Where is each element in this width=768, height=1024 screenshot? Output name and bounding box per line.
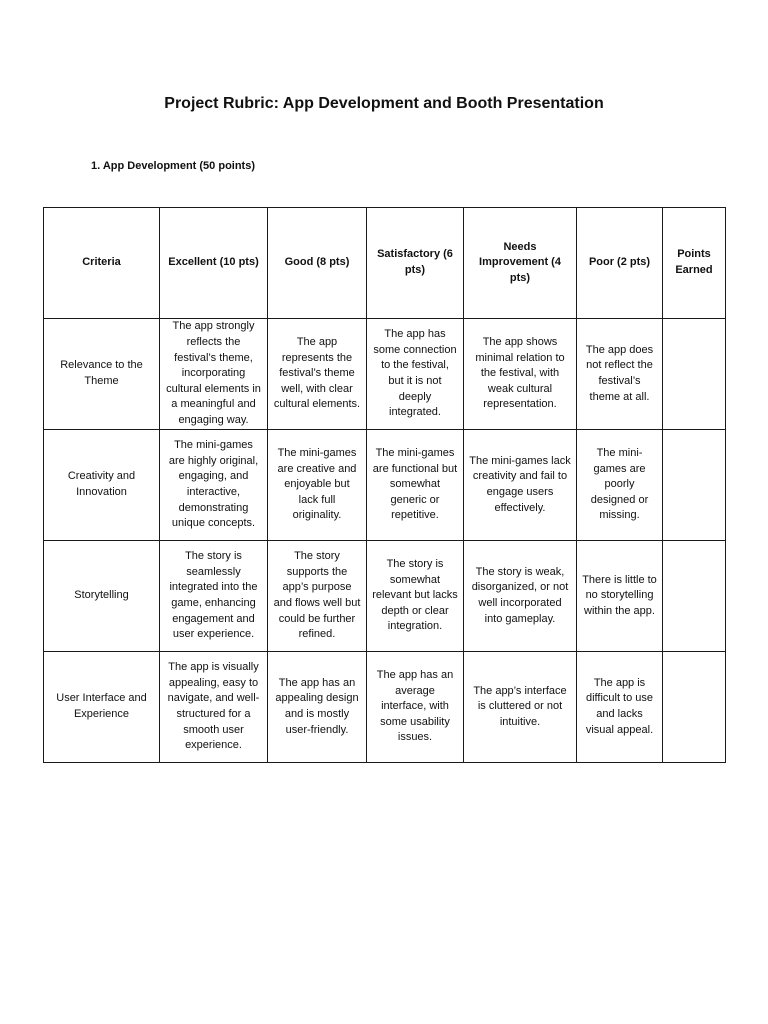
criteria-cell: Relevance to the Theme	[44, 319, 160, 430]
satisfactory-cell: The app has some connection to the festival, but it is not deeply integrated.	[367, 319, 464, 430]
points-earned-cell[interactable]	[663, 430, 726, 541]
good-cell: The app represents the festival’s theme well, with clear cultural elements.	[268, 319, 367, 430]
good-cell: The app has an appealing design and is mostly user-friendly.	[268, 652, 367, 763]
header-criteria: Criteria	[44, 208, 160, 319]
table-row	[44, 430, 726, 541]
good-cell: The story supports the app’s purpose and flows well but could be further refined.	[268, 541, 367, 652]
header-needs-improvement: Needs Improvement (4 pts)	[464, 208, 577, 319]
poor-cell: The app does not reflect the festival’s theme at all.	[577, 319, 663, 430]
header-poor: Poor (2 pts)	[577, 208, 663, 319]
criteria-cell: Creativity and Innovation	[44, 430, 160, 541]
section-heading: 1. App Development (50 points)	[91, 160, 256, 172]
document-title: Project Rubric: App Development and Booth Presentation	[164, 95, 604, 112]
excellent-cell: The mini-games are highly original, engaging, and interactive, demonstrating unique concepts.	[160, 430, 268, 541]
criteria-cell: User Interface and Experience	[44, 652, 160, 763]
excellent-cell: The app is visually appealing, easy to navigate, and well-structured for a smooth user experience.	[160, 652, 268, 763]
table-row	[44, 319, 726, 430]
needs-improvement-cell: The mini-games lack creativity and fail to engage users effectively.	[464, 430, 577, 541]
header-satisfactory: Satisfactory (6 pts)	[367, 208, 464, 319]
poor-cell: There is little to no storytelling within the app.	[577, 541, 663, 652]
header-good: Good (8 pts)	[268, 208, 367, 319]
table-row	[44, 652, 726, 763]
table-header-row	[44, 208, 726, 319]
header-points-earned: Points Earned	[663, 208, 726, 319]
good-cell: The mini-games are creative and enjoyable but lack full originality.	[268, 430, 367, 541]
poor-cell: The app is difficult to use and lacks visual appeal.	[577, 652, 663, 763]
header-excellent: Excellent (10 pts)	[160, 208, 268, 319]
points-earned-cell[interactable]	[663, 541, 726, 652]
excellent-cell: The story is seamlessly integrated into the game, enhancing engagement and user experience.	[160, 541, 268, 652]
rubric-table	[43, 207, 726, 763]
excellent-cell: The app strongly reflects the festival’s theme, incorporating cultural elements in a meaningful and engaging way.	[160, 319, 268, 430]
needs-improvement-cell: The story is weak, disorganized, or not well incorporated into gameplay.	[464, 541, 577, 652]
points-earned-cell[interactable]	[663, 319, 726, 430]
satisfactory-cell: The story is somewhat relevant but lacks depth or clear integration.	[367, 541, 464, 652]
needs-improvement-cell: The app shows minimal relation to the festival, with weak cultural representation.	[464, 319, 577, 430]
criteria-cell: Storytelling	[44, 541, 160, 652]
needs-improvement-cell: The app’s interface is cluttered or not intuitive.	[464, 652, 577, 763]
poor-cell: The mini-games are poorly designed or missing.	[577, 430, 663, 541]
satisfactory-cell: The app has an average interface, with some usability issues.	[367, 652, 464, 763]
table-row	[44, 541, 726, 652]
satisfactory-cell: The mini-games are functional but somewhat generic or repetitive.	[367, 430, 464, 541]
points-earned-cell[interactable]	[663, 652, 726, 763]
